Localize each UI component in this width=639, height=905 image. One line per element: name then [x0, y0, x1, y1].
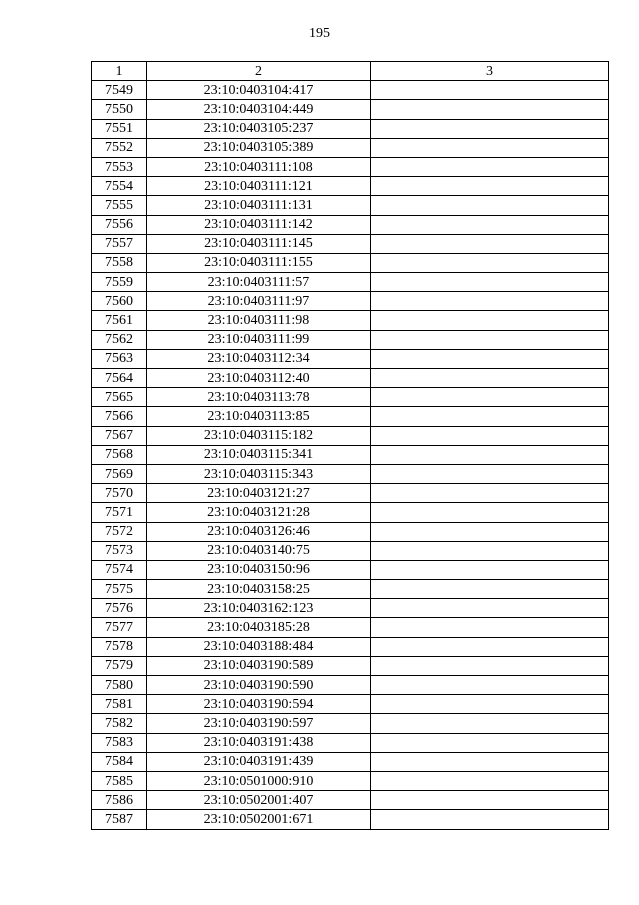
cadastral-number-cell: 23:10:0403126:46: [147, 522, 371, 541]
cadastral-number-cell: 23:10:0403190:590: [147, 676, 371, 695]
notes-cell: [371, 388, 609, 407]
row-number-cell: 7569: [92, 464, 147, 483]
notes-cell: [371, 234, 609, 253]
notes-cell: [371, 503, 609, 522]
notes-cell: [371, 215, 609, 234]
table-row: [92, 407, 609, 426]
row-number-cell: 7577: [92, 618, 147, 637]
row-number-cell: 7587: [92, 810, 147, 829]
notes-cell: [371, 676, 609, 695]
row-number-cell: 7585: [92, 771, 147, 790]
cadastral-number-cell: 23:10:0403105:389: [147, 138, 371, 157]
row-number-cell: 7584: [92, 752, 147, 771]
table-body: [92, 81, 609, 829]
row-number-cell: 7550: [92, 100, 147, 119]
row-number-cell: 7568: [92, 445, 147, 464]
row-number-cell: 7554: [92, 177, 147, 196]
row-number-cell: 7560: [92, 292, 147, 311]
table-row: [92, 599, 609, 618]
notes-cell: [371, 695, 609, 714]
cadastral-number-cell: 23:10:0403113:85: [147, 407, 371, 426]
notes-cell: [371, 177, 609, 196]
notes-cell: [371, 311, 609, 330]
row-number-cell: 7578: [92, 637, 147, 656]
row-number-cell: 7565: [92, 388, 147, 407]
table-row: [92, 560, 609, 579]
table-row: [92, 637, 609, 656]
table-row: [92, 177, 609, 196]
cadastral-number-cell: 23:10:0501000:910: [147, 771, 371, 790]
cadastral-number-cell: 23:10:0403188:484: [147, 637, 371, 656]
notes-cell: [371, 253, 609, 272]
table-row: [92, 810, 609, 829]
row-number-cell: 7558: [92, 253, 147, 272]
cadastral-number-cell: 23:10:0403111:121: [147, 177, 371, 196]
column-header-2: 2: [147, 62, 371, 81]
table-row: [92, 215, 609, 234]
cadastral-number-cell: 23:10:0403115:341: [147, 445, 371, 464]
notes-cell: [371, 330, 609, 349]
cadastral-number-cell: 23:10:0403140:75: [147, 541, 371, 560]
table-row: [92, 618, 609, 637]
table-row: [92, 464, 609, 483]
cadastral-number-cell: 23:10:0403111:98: [147, 311, 371, 330]
cadastral-number-cell: 23:10:0403105:237: [147, 119, 371, 138]
table-row: [92, 714, 609, 733]
table-row: [92, 426, 609, 445]
notes-cell: [371, 445, 609, 464]
notes-cell: [371, 791, 609, 810]
row-number-cell: 7557: [92, 234, 147, 253]
cadastral-number-cell: 23:10:0403112:40: [147, 369, 371, 388]
cadastral-table: [91, 61, 609, 830]
cadastral-number-cell: 23:10:0403111:57: [147, 273, 371, 292]
table-row: [92, 522, 609, 541]
cadastral-number-cell: 23:10:0403104:417: [147, 81, 371, 100]
table-row: [92, 656, 609, 675]
cadastral-number-cell: 23:10:0403111:99: [147, 330, 371, 349]
column-header-1: 1: [92, 62, 147, 81]
notes-cell: [371, 714, 609, 733]
cadastral-number-cell: 23:10:0403158:25: [147, 580, 371, 599]
table-row: [92, 330, 609, 349]
table-row: [92, 81, 609, 100]
notes-cell: [371, 426, 609, 445]
row-number-cell: 7549: [92, 81, 147, 100]
table-row: [92, 369, 609, 388]
cadastral-number-cell: 23:10:0403115:182: [147, 426, 371, 445]
page-number: 195: [309, 26, 330, 41]
notes-cell: [371, 637, 609, 656]
notes-cell: [371, 810, 609, 829]
row-number-cell: 7563: [92, 349, 147, 368]
row-number-cell: 7575: [92, 580, 147, 599]
table-row: [92, 541, 609, 560]
cadastral-number-cell: 23:10:0403191:438: [147, 733, 371, 752]
cadastral-number-cell: 23:10:0403150:96: [147, 560, 371, 579]
row-number-cell: 7573: [92, 541, 147, 560]
notes-cell: [371, 580, 609, 599]
cadastral-number-cell: 23:10:0403111:145: [147, 234, 371, 253]
row-number-cell: 7559: [92, 273, 147, 292]
notes-cell: [371, 464, 609, 483]
row-number-cell: 7570: [92, 484, 147, 503]
table-row: [92, 580, 609, 599]
row-number-cell: 7579: [92, 656, 147, 675]
table-row: [92, 445, 609, 464]
table-row: [92, 791, 609, 810]
notes-cell: [371, 484, 609, 503]
notes-cell: [371, 541, 609, 560]
row-number-cell: 7551: [92, 119, 147, 138]
notes-cell: [371, 157, 609, 176]
column-header-3: 3: [371, 62, 609, 81]
cadastral-number-cell: 23:10:0403185:28: [147, 618, 371, 637]
notes-cell: [371, 273, 609, 292]
table-row: [92, 771, 609, 790]
cadastral-number-cell: 23:10:0403111:131: [147, 196, 371, 215]
row-number-cell: 7552: [92, 138, 147, 157]
table-row: [92, 100, 609, 119]
row-number-cell: 7580: [92, 676, 147, 695]
notes-cell: [371, 369, 609, 388]
table-row: [92, 292, 609, 311]
table-row: [92, 273, 609, 292]
cadastral-number-cell: 23:10:0403121:28: [147, 503, 371, 522]
cadastral-number-cell: 23:10:0502001:407: [147, 791, 371, 810]
row-number-cell: 7566: [92, 407, 147, 426]
notes-cell: [371, 733, 609, 752]
notes-cell: [371, 81, 609, 100]
row-number-cell: 7574: [92, 560, 147, 579]
row-number-cell: 7556: [92, 215, 147, 234]
table-row: [92, 138, 609, 157]
notes-cell: [371, 292, 609, 311]
notes-cell: [371, 522, 609, 541]
table-row: [92, 234, 609, 253]
cadastral-number-cell: 23:10:0403104:449: [147, 100, 371, 119]
notes-cell: [371, 196, 609, 215]
row-number-cell: 7564: [92, 369, 147, 388]
notes-cell: [371, 771, 609, 790]
row-number-cell: 7581: [92, 695, 147, 714]
cadastral-number-cell: 23:10:0403112:34: [147, 349, 371, 368]
cadastral-number-cell: 23:10:0403111:142: [147, 215, 371, 234]
table-row: [92, 752, 609, 771]
table-row: [92, 349, 609, 368]
table-row: [92, 119, 609, 138]
notes-cell: [371, 752, 609, 771]
table-row: [92, 196, 609, 215]
table-row: [92, 157, 609, 176]
cadastral-number-cell: 23:10:0502001:671: [147, 810, 371, 829]
row-number-cell: 7583: [92, 733, 147, 752]
row-number-cell: 7561: [92, 311, 147, 330]
table-row: [92, 311, 609, 330]
row-number-cell: 7571: [92, 503, 147, 522]
cadastral-number-cell: 23:10:0403113:78: [147, 388, 371, 407]
row-number-cell: 7586: [92, 791, 147, 810]
cadastral-number-cell: 23:10:0403121:27: [147, 484, 371, 503]
cadastral-number-cell: 23:10:0403190:597: [147, 714, 371, 733]
row-number-cell: 7555: [92, 196, 147, 215]
notes-cell: [371, 119, 609, 138]
notes-cell: [371, 656, 609, 675]
notes-cell: [371, 100, 609, 119]
table-header-row: [92, 62, 609, 81]
notes-cell: [371, 407, 609, 426]
cadastral-number-cell: 23:10:0403162:123: [147, 599, 371, 618]
notes-cell: [371, 560, 609, 579]
row-number-cell: 7572: [92, 522, 147, 541]
cadastral-number-cell: 23:10:0403191:439: [147, 752, 371, 771]
cadastral-number-cell: 23:10:0403190:594: [147, 695, 371, 714]
table-row: [92, 733, 609, 752]
cadastral-number-cell: 23:10:0403115:343: [147, 464, 371, 483]
table-row: [92, 676, 609, 695]
table-row: [92, 503, 609, 522]
table-row: [92, 695, 609, 714]
cadastral-number-cell: 23:10:0403111:108: [147, 157, 371, 176]
row-number-cell: 7567: [92, 426, 147, 445]
cadastral-number-cell: 23:10:0403111:97: [147, 292, 371, 311]
row-number-cell: 7582: [92, 714, 147, 733]
row-number-cell: 7576: [92, 599, 147, 618]
table-row: [92, 388, 609, 407]
table-row: [92, 253, 609, 272]
notes-cell: [371, 599, 609, 618]
cadastral-number-cell: 23:10:0403111:155: [147, 253, 371, 272]
notes-cell: [371, 349, 609, 368]
notes-cell: [371, 618, 609, 637]
row-number-cell: 7562: [92, 330, 147, 349]
cadastral-number-cell: 23:10:0403190:589: [147, 656, 371, 675]
notes-cell: [371, 138, 609, 157]
row-number-cell: 7553: [92, 157, 147, 176]
table-row: [92, 484, 609, 503]
